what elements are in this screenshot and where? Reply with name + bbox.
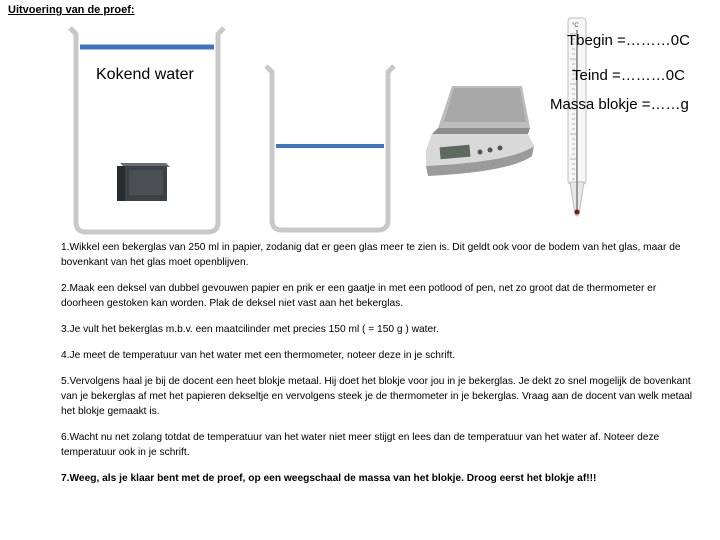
thermometer-unit: °C (572, 23, 579, 29)
page-title: Uitvoering van de proef: (8, 4, 135, 16)
metal-block (117, 163, 170, 201)
t-eind-field: Teind =………0C (572, 67, 685, 84)
weighing-scale (426, 86, 534, 176)
step-4: 4.Je meet de temperatuur van het water met een thermometer, noteer deze in je schrift. (61, 350, 456, 361)
step-2: 2.Maak een deksel van dubbel gevouwen papier en prik er een gaatje in met een potlood of pen, net zo groot dat de thermometer er doorheen gestoken kan worden. Plak de deksel niet vast aan het bekerglas. (61, 283, 657, 309)
step-3: 3.Je vult het bekerglas m.b.v. een maatcilinder met precies 150 ml ( = 150 g ) water. (61, 324, 439, 335)
instruction-list (61, 240, 701, 497)
beaker-empty (266, 66, 394, 230)
beaker-boiling-water (70, 28, 224, 232)
step-5: 5.Vervolgens haal je bij de docent een heet blokje metaal. Hij doet het blokje voor jou in je bekerglas. Je dekt zo snel mogelijk de bovenkant van je bekerglas af met het papieren dekseltje en vervolgens steek je de thermometer in je bekerglas. Vraag aan de docent van welk metaal het blokje gemaakt is. (61, 376, 693, 417)
beaker-label: Kokend water (96, 66, 194, 83)
step-1: 1.Wikkel een bekerglas van 250 ml in papier, zodanig dat er geen glas meer te zien is. Dit geldt ook voor de bodem van het glas, maar de bovenkant van het glas moet openblijven. (61, 242, 681, 268)
t-begin-field: Tbegin =………0C (567, 32, 690, 49)
massa-field: Massa blokje =……g (550, 96, 689, 113)
step-6: 6.Wacht nu net zolang totdat de temperatuur van het water niet meer stijgt en lees dan de temperatuur van het water af. Noteer deze temperatuur ook in je schrift. (61, 432, 660, 458)
step-7: 7.Weeg, als je klaar bent met de proef, op een weegschaal de massa van het blokje. Droog eerst het blokje af!!! (61, 473, 597, 484)
